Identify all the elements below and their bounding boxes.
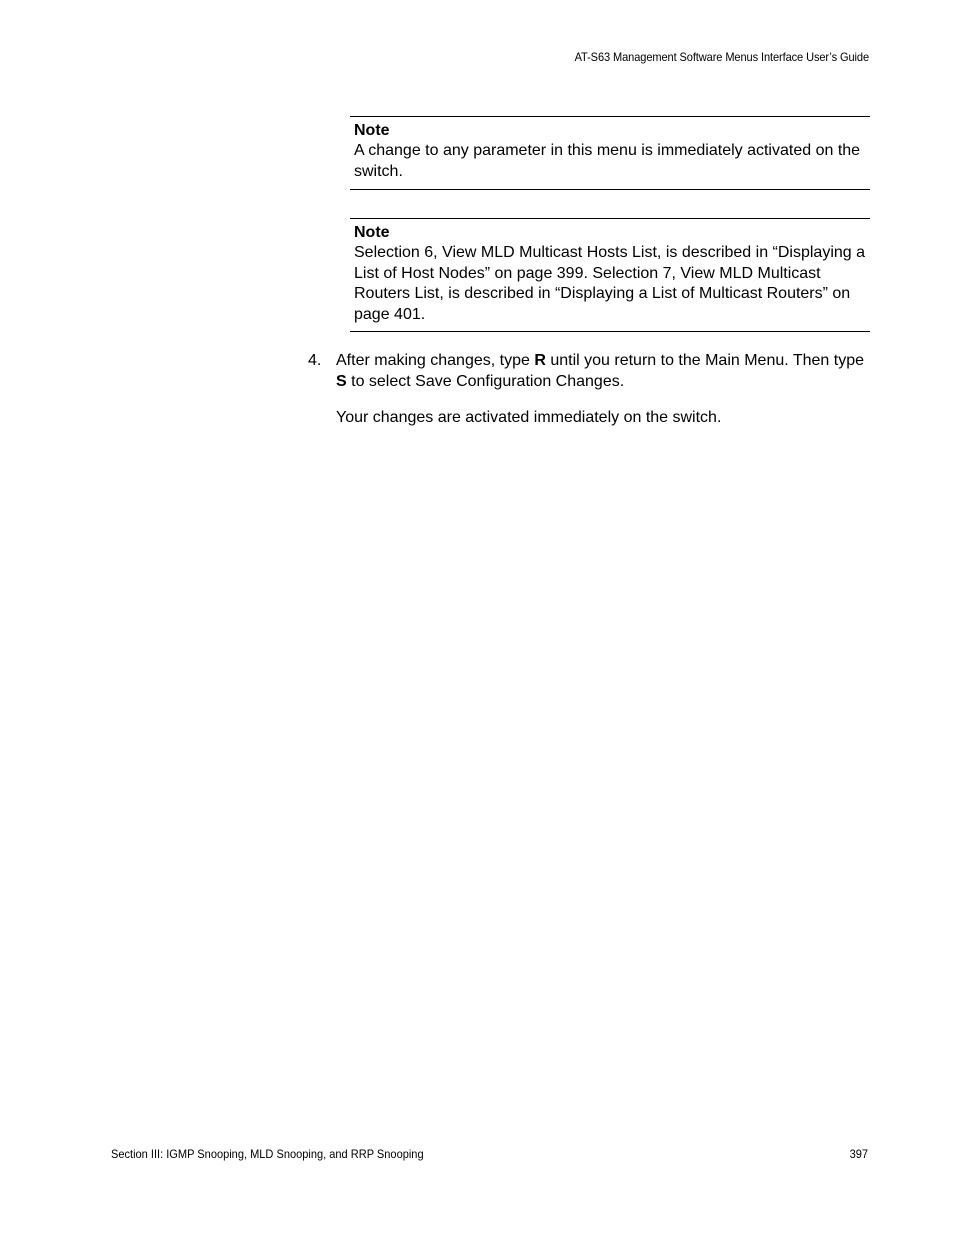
step-text-part: After making changes, type — [336, 352, 535, 369]
step-followup-text: Your changes are activated immediately on the switch. — [336, 409, 722, 426]
footer-page-number: 397 — [849, 1147, 868, 1161]
note-box — [350, 116, 870, 190]
note-heading: Note — [354, 224, 390, 241]
step-text — [336, 351, 878, 392]
footer-section-title: Section III: IGMP Snooping, MLD Snooping, and RRP Snooping — [111, 1147, 424, 1161]
note-box — [350, 218, 870, 332]
running-header-title: AT-S63 Management Software Menus Interface User’s Guide — [574, 50, 869, 64]
step-number: 4. — [308, 352, 322, 369]
step-text-part: to select Save Configuration Changes. — [346, 372, 625, 390]
key-r: R — [534, 352, 546, 369]
step-text-part: until you return to the Main Menu. Then type — [545, 352, 864, 369]
key-s: S — [336, 372, 347, 390]
procedure-step — [308, 351, 878, 392]
note-heading: Note — [354, 122, 390, 139]
note-text: A change to any parameter in this menu is immediately activated on the switch. — [354, 142, 861, 180]
note-text: Selection 6, View MLD Multicast Hosts List, is described in “Displaying a List of Host Nodes” on page 399. Selection 7, View MLD Multicast Routers List, is described in “Displaying a List of Multicast Routers” on page 401. — [354, 244, 866, 323]
